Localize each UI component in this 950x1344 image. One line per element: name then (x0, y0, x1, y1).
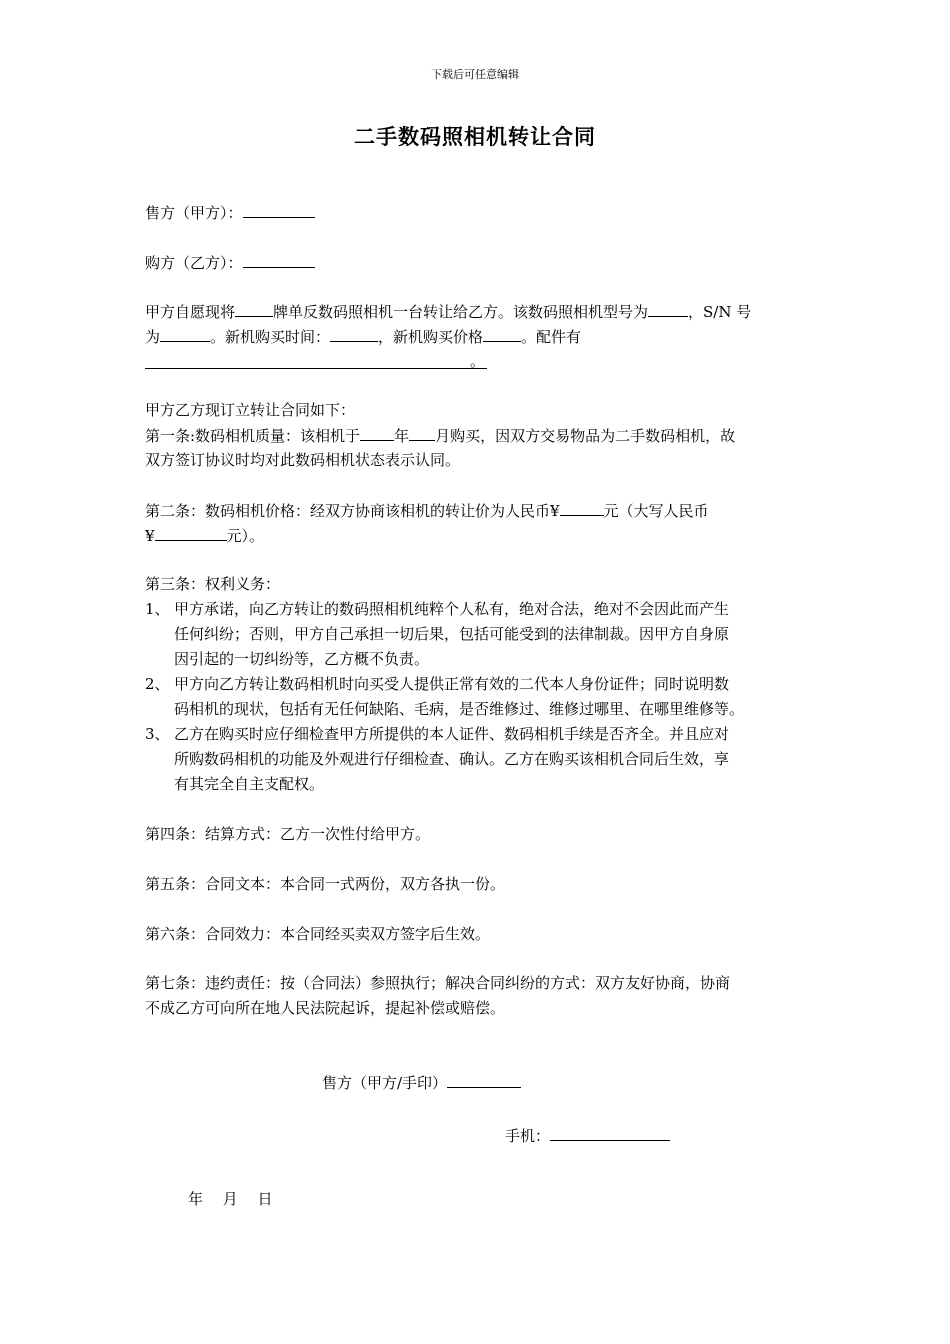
item-number: 1、 (145, 600, 170, 618)
item-1-line-1: 甲方承诺，向乙方转让的数码照相机纯粹个人私有，绝对合法，绝对不会因此而产生 (174, 600, 730, 618)
intro-text: 牌单反数码照相机一台转让给乙方。该数码照相机型号为 (273, 303, 649, 321)
article-7-line-2: 不成乙方可向所在地人民法院起诉，提起补偿或赔偿。 (145, 999, 506, 1017)
buyer-label: 购方（乙方）： (145, 254, 243, 272)
article-2-line-1 (145, 500, 709, 521)
seller-blank (243, 202, 315, 218)
article-3-heading: 第三条：权利义务： (145, 575, 281, 593)
article-text: 元）。 (226, 527, 265, 545)
article-text: ¥ (145, 527, 155, 545)
article-6: 第六条：合同效力：本合同经买卖双方签字后生效。 (145, 925, 491, 943)
item-2-line-1: 甲方向乙方转让数码相机时向买受人提供正常有效的二代本人身份证件；同时说明数 (174, 675, 730, 693)
seller-signature-label: 售方（甲方/手印） (322, 1074, 448, 1092)
article-text: 元（大写人民币 (603, 502, 709, 520)
phone-label: 手机： (505, 1127, 551, 1145)
intro-line-1 (145, 301, 751, 322)
purchase-price-blank (483, 326, 521, 342)
purchase-time-blank (330, 326, 378, 342)
article-4: 第四条：结算方式：乙方一次性付给甲方。 (145, 825, 431, 843)
article-text: 第二条：数码相机价格：经双方协商该相机的转让价为人民币¥ (145, 502, 560, 520)
month-blank (409, 425, 435, 441)
intro-text: 。新机购买时间： (210, 328, 331, 346)
year-blank (360, 425, 394, 441)
article-2-line-2 (145, 525, 264, 546)
article-text: 第一条:数码相机质量：该相机于 (145, 427, 361, 445)
seller-label: 售方（甲方）： (145, 204, 243, 222)
article-text: 月购买，因双方交易物品为二手数码相机，故 (435, 427, 736, 445)
seller-signature-line (322, 1072, 521, 1093)
model-blank (648, 301, 688, 317)
item-3-line-2: 所购数码相机的功能及外观进行仔细检查、确认。乙方在购买该相机合同后生效，享 (174, 750, 730, 768)
buyer-blank (243, 252, 315, 268)
article-1-line-2: 双方签订协议时均对此数码相机状态表示认同。 (145, 451, 461, 469)
document-title: 二手数码照相机转让合同 (354, 124, 596, 149)
intro-text: 。配件有 (521, 328, 582, 346)
article-7-line-1: 第七条：违约责任：按（合同法）参照执行；解决合同纠纷的方式：双方友好协商，协商 (145, 974, 731, 992)
page-header: 下载后可任意编辑 (431, 68, 519, 81)
article-text: 年 (394, 427, 410, 445)
accessories-blank (145, 368, 487, 369)
item-number: 2、 (145, 675, 170, 693)
article-5: 第五条：合同文本：本合同一式两份，双方各执一份。 (145, 875, 506, 893)
seller-signature-blank (447, 1072, 521, 1088)
sn-blank (160, 326, 210, 342)
intro-line-3-end: 。 (470, 352, 486, 370)
item-1-line-3: 因引起的一切纠纷等，乙方概不负责。 (174, 650, 430, 668)
item-2-line-2: 码相机的现状，包括有无任何缺陷、毛病，是否维修过、维修过哪里、在哪里维修等。 (174, 700, 745, 718)
intro-line-2 (145, 326, 581, 347)
preface: 甲方乙方现订立转让合同如下： (145, 401, 356, 419)
item-number: 3、 (145, 725, 170, 743)
item-1-line-2: 任何纠纷；否则，甲方自己承担一切后果，包括可能受到的法律制裁。因甲方自身原 (174, 625, 730, 643)
date-line: 年 月 日 (188, 1190, 273, 1208)
phone-blank (550, 1125, 670, 1141)
intro-text: 甲方自愿现将 (145, 303, 236, 321)
seller-line (145, 202, 315, 223)
intro-text: ，S/N 号 (688, 303, 752, 321)
price-blank (560, 500, 604, 516)
intro-text: ，新机购买价格 (378, 328, 484, 346)
intro-text: 为 (145, 328, 161, 346)
brand-blank (235, 301, 273, 317)
article-1-line-1 (145, 425, 735, 446)
phone-line (505, 1125, 670, 1146)
item-3-line-1: 乙方在购买时应仔细检查甲方所提供的本人证件、数码相机手续是否齐全。并且应对 (174, 725, 730, 743)
buyer-line (145, 252, 315, 273)
item-3-line-3: 有其完全自主支配权。 (174, 775, 325, 793)
price-capital-blank (155, 525, 227, 541)
